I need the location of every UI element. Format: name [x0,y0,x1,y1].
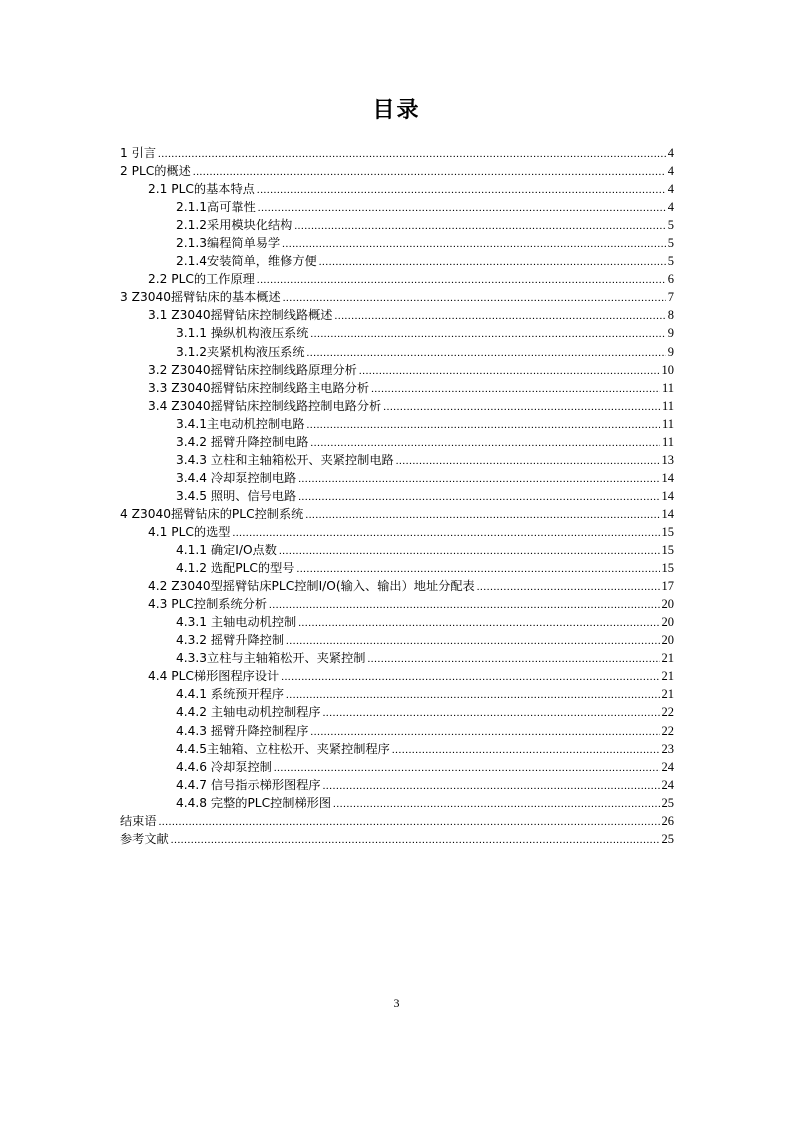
toc-entry[interactable] [120,216,674,234]
toc-entry-page: 22 [661,723,674,738]
toc-entry-page: 21 [661,669,674,684]
toc-entry-title: 4.4.7 信号指示梯形图程序 [176,777,321,792]
toc-entry-page: 9 [667,326,674,341]
toc-entry-title: 3.1.1 操纵机构液压系统 [176,326,309,341]
toc-entry-title: 3.2 Z3040摇臂钻床控制线路原理分析 [148,362,357,377]
toc-entry-title: 2 PLC的概述 [120,164,191,179]
toc-entry-title: 4.3 PLC控制系统分析 [148,597,268,612]
toc-entry[interactable] [120,162,674,180]
toc-entry-title: 2.1 PLC的基本特点 [148,182,255,197]
toc-entry-page: 11 [661,416,674,431]
toc-dot-leader [305,506,659,524]
toc-dot-leader [335,307,666,325]
toc-dot-leader [392,741,660,759]
toc-dot-leader [274,759,660,777]
toc-entry[interactable] [120,343,674,361]
toc-entry-page: 15 [661,561,674,576]
toc-entry[interactable] [120,812,674,830]
toc-entry-title: 4.4.1 系统预开程序 [176,687,285,702]
toc-dot-leader [383,398,660,416]
toc-entry-title: 4.1.2 选配PLC的型号 [176,561,295,576]
toc-entry-page: 21 [661,687,674,702]
toc-entry-title: 3.1 Z3040摇臂钻床控制线路概述 [148,308,333,323]
toc-entry[interactable] [120,270,674,288]
toc-dot-leader [323,704,660,722]
toc-entry-page: 15 [661,524,674,539]
toc-entry-title: 2.1.3编程简单易学 [176,236,281,251]
toc-entry-page: 14 [661,488,674,503]
toc-entry-title: 3.1.2夹紧机构液压系统 [176,344,305,359]
toc-dot-leader [158,145,666,163]
toc-entry[interactable] [120,685,674,703]
toc-dot-leader [294,217,665,235]
toc-entry-title: 3 Z3040摇臂钻床的基本概述 [120,290,281,305]
toc-dot-leader [307,416,660,434]
toc-entry[interactable] [120,144,674,162]
toc-entry-title: 4.4.5主轴箱、立柱松开、夹紧控制程序 [176,741,390,756]
toc-dot-leader [367,650,659,668]
toc-entry-title: 2.1.2采用模块化结构 [176,218,293,233]
toc-entry-title: 4.4.8 完整的PLC控制梯形图 [176,795,332,810]
toc-entry-title: 2.2 PLC的工作原理 [148,272,255,287]
toc-entry-page: 24 [661,759,674,774]
toc-entry[interactable] [120,523,674,541]
toc-dot-leader [310,723,659,741]
toc-entry[interactable] [120,397,674,415]
toc-entry-title: 4.3.3立柱与主轴箱松开、夹紧控制 [176,651,366,666]
toc-entry-title: 3.4.5 照明、信号电路 [176,488,297,503]
toc-dot-leader [396,452,660,470]
toc-entry-title: 3.3 Z3040摇臂钻床控制线路主电路分析 [148,380,370,395]
toc-entry-page: 4 [667,146,674,160]
toc-entry-title: 结束语 [120,813,157,828]
toc-entry[interactable] [120,505,674,523]
toc-entry-page: 22 [661,705,674,720]
toc-entry-title: 4.2 Z3040型摇臂钻床PLC控制I/O(输入、输出）地址分配表 [148,579,475,594]
toc-dot-leader [359,362,660,380]
toc-entry-title: 3.4.4 冷却泵控制电路 [176,470,297,485]
toc-dot-leader [319,253,666,271]
toc-dot-leader [282,235,666,253]
toc-entry-page: 20 [661,597,674,612]
toc-entry[interactable] [120,776,674,794]
toc-dot-leader [257,271,666,289]
toc-entry[interactable] [120,703,674,721]
toc-entry-page: 7 [667,290,674,305]
toc-dot-leader [159,813,660,831]
toc-entry-page: 8 [667,308,674,323]
toc-entry-page: 10 [661,362,674,377]
toc-entry[interactable] [120,740,674,758]
toc-entry[interactable] [120,324,674,342]
toc-dot-leader [286,686,659,704]
toc-dot-leader [298,470,659,488]
toc-dot-leader [279,542,660,560]
toc-dot-leader [269,596,659,614]
toc-entry[interactable] [120,649,674,667]
toc-entry-title: 2.1.4安装简单，维修方便 [176,254,317,269]
toc-dot-leader [323,777,660,795]
toc-entry-title: 4.3.1 主轴电动机控制 [176,615,297,630]
toc-dot-leader [232,524,659,542]
toc-entry[interactable] [120,469,674,487]
toc-dot-leader [193,163,666,181]
toc-entry-title: 4.4.3 摇臂升降控制程序 [176,723,309,738]
toc-dot-leader [333,795,659,813]
toc-entry-page: 20 [661,615,674,630]
toc-entry-title: 4.4.2 主轴电动机控制程序 [176,705,321,720]
toc-entry[interactable] [120,559,674,577]
toc-entry-title: 3.4 Z3040摇臂钻床控制线路控制电路分析 [148,398,382,413]
toc-entry-page: 9 [667,344,674,359]
toc-entry-page: 24 [661,777,674,792]
toc-entry-title: 4 Z3040摇臂钻床的PLC控制系统 [120,506,304,521]
toc-entry-title: 4.3.2 摇臂升降控制 [176,633,285,648]
toc-entry-page: 11 [661,434,674,449]
toc-dot-leader [281,668,659,686]
toc-entry-title: 3.4.1主电动机控制电路 [176,416,305,431]
toc-entry-page: 5 [667,218,674,233]
toc-entry-title: 参考文献 [120,831,169,846]
toc-dot-leader [296,560,659,578]
toc-entry[interactable] [120,180,674,198]
toc-entry-title: 3.4.3 立柱和主轴箱松开、夹紧控制电路 [176,452,394,467]
toc-entry-page: 14 [661,506,674,521]
toc-entry[interactable] [120,234,674,252]
toc-entry[interactable] [120,794,674,812]
toc-entry[interactable] [120,252,674,270]
toc-dot-leader [298,614,659,632]
toc-entry[interactable] [120,306,674,324]
toc-entry-page: 11 [661,380,674,395]
toc-entry[interactable] [120,577,674,595]
toc-dot-leader [171,831,660,849]
toc-entry-page: 25 [661,831,674,846]
toc-entry[interactable] [120,451,674,469]
page-number: 3 [393,996,400,1010]
toc-dot-leader [298,488,659,506]
toc-entry[interactable] [120,541,674,559]
toc-entry-page: 5 [667,236,674,251]
toc-entry[interactable] [120,631,674,649]
toc-entry[interactable] [120,758,674,776]
toc-entry-page: 5 [667,254,674,269]
page-title: 目录 [372,98,421,123]
toc-entry-page: 4 [667,182,674,197]
toc-entry-page: 21 [661,651,674,666]
toc-entry-page: 26 [661,813,674,828]
toc-entry-page: 20 [661,633,674,648]
toc-entry-title: 3.4.2 摇臂升降控制电路 [176,434,309,449]
toc-entry[interactable] [120,722,674,740]
table-of-contents [120,144,674,848]
toc-entry[interactable] [120,361,674,379]
toc-dot-leader [310,434,660,452]
toc-entry-page: 6 [667,272,674,287]
toc-entry-page: 17 [661,579,674,594]
toc-entry-title: 4.4 PLC梯形图程序设计 [148,669,280,684]
toc-dot-leader [257,181,666,199]
toc-entry[interactable] [120,595,674,613]
toc-dot-leader [307,344,666,362]
toc-entry[interactable] [120,487,674,505]
toc-entry[interactable] [120,198,674,216]
toc-dot-leader [258,199,666,217]
toc-entry-page: 4 [667,200,674,215]
toc-dot-leader [371,380,660,398]
toc-entry-title: 2.1.1高可靠性 [176,200,256,215]
toc-entry[interactable] [120,830,674,848]
toc-dot-leader [310,325,665,343]
toc-entry[interactable] [120,288,674,306]
toc-entry-title: 4.4.6 冷却泵控制 [176,759,272,774]
toc-entry-title: 4.1.1 确定I/O点数 [176,543,277,558]
toc-entry[interactable] [120,667,674,685]
toc-dot-leader [283,289,666,307]
toc-entry-page: 23 [661,741,674,756]
toc-entry[interactable] [120,415,674,433]
toc-dot-leader [477,578,660,596]
toc-entry-title: 1 引言 [120,146,157,160]
toc-entry[interactable] [120,433,674,451]
toc-entry[interactable] [120,613,674,631]
toc-entry-page: 13 [661,452,674,467]
toc-entry[interactable] [120,379,674,397]
toc-entry-page: 11 [661,398,674,413]
toc-entry-page: 14 [661,470,674,485]
toc-entry-title: 4.1 PLC的选型 [148,524,231,539]
toc-entry-page: 15 [661,543,674,558]
toc-dot-leader [286,632,659,650]
toc-entry-page: 4 [667,164,674,179]
toc-entry-page: 25 [661,795,674,810]
